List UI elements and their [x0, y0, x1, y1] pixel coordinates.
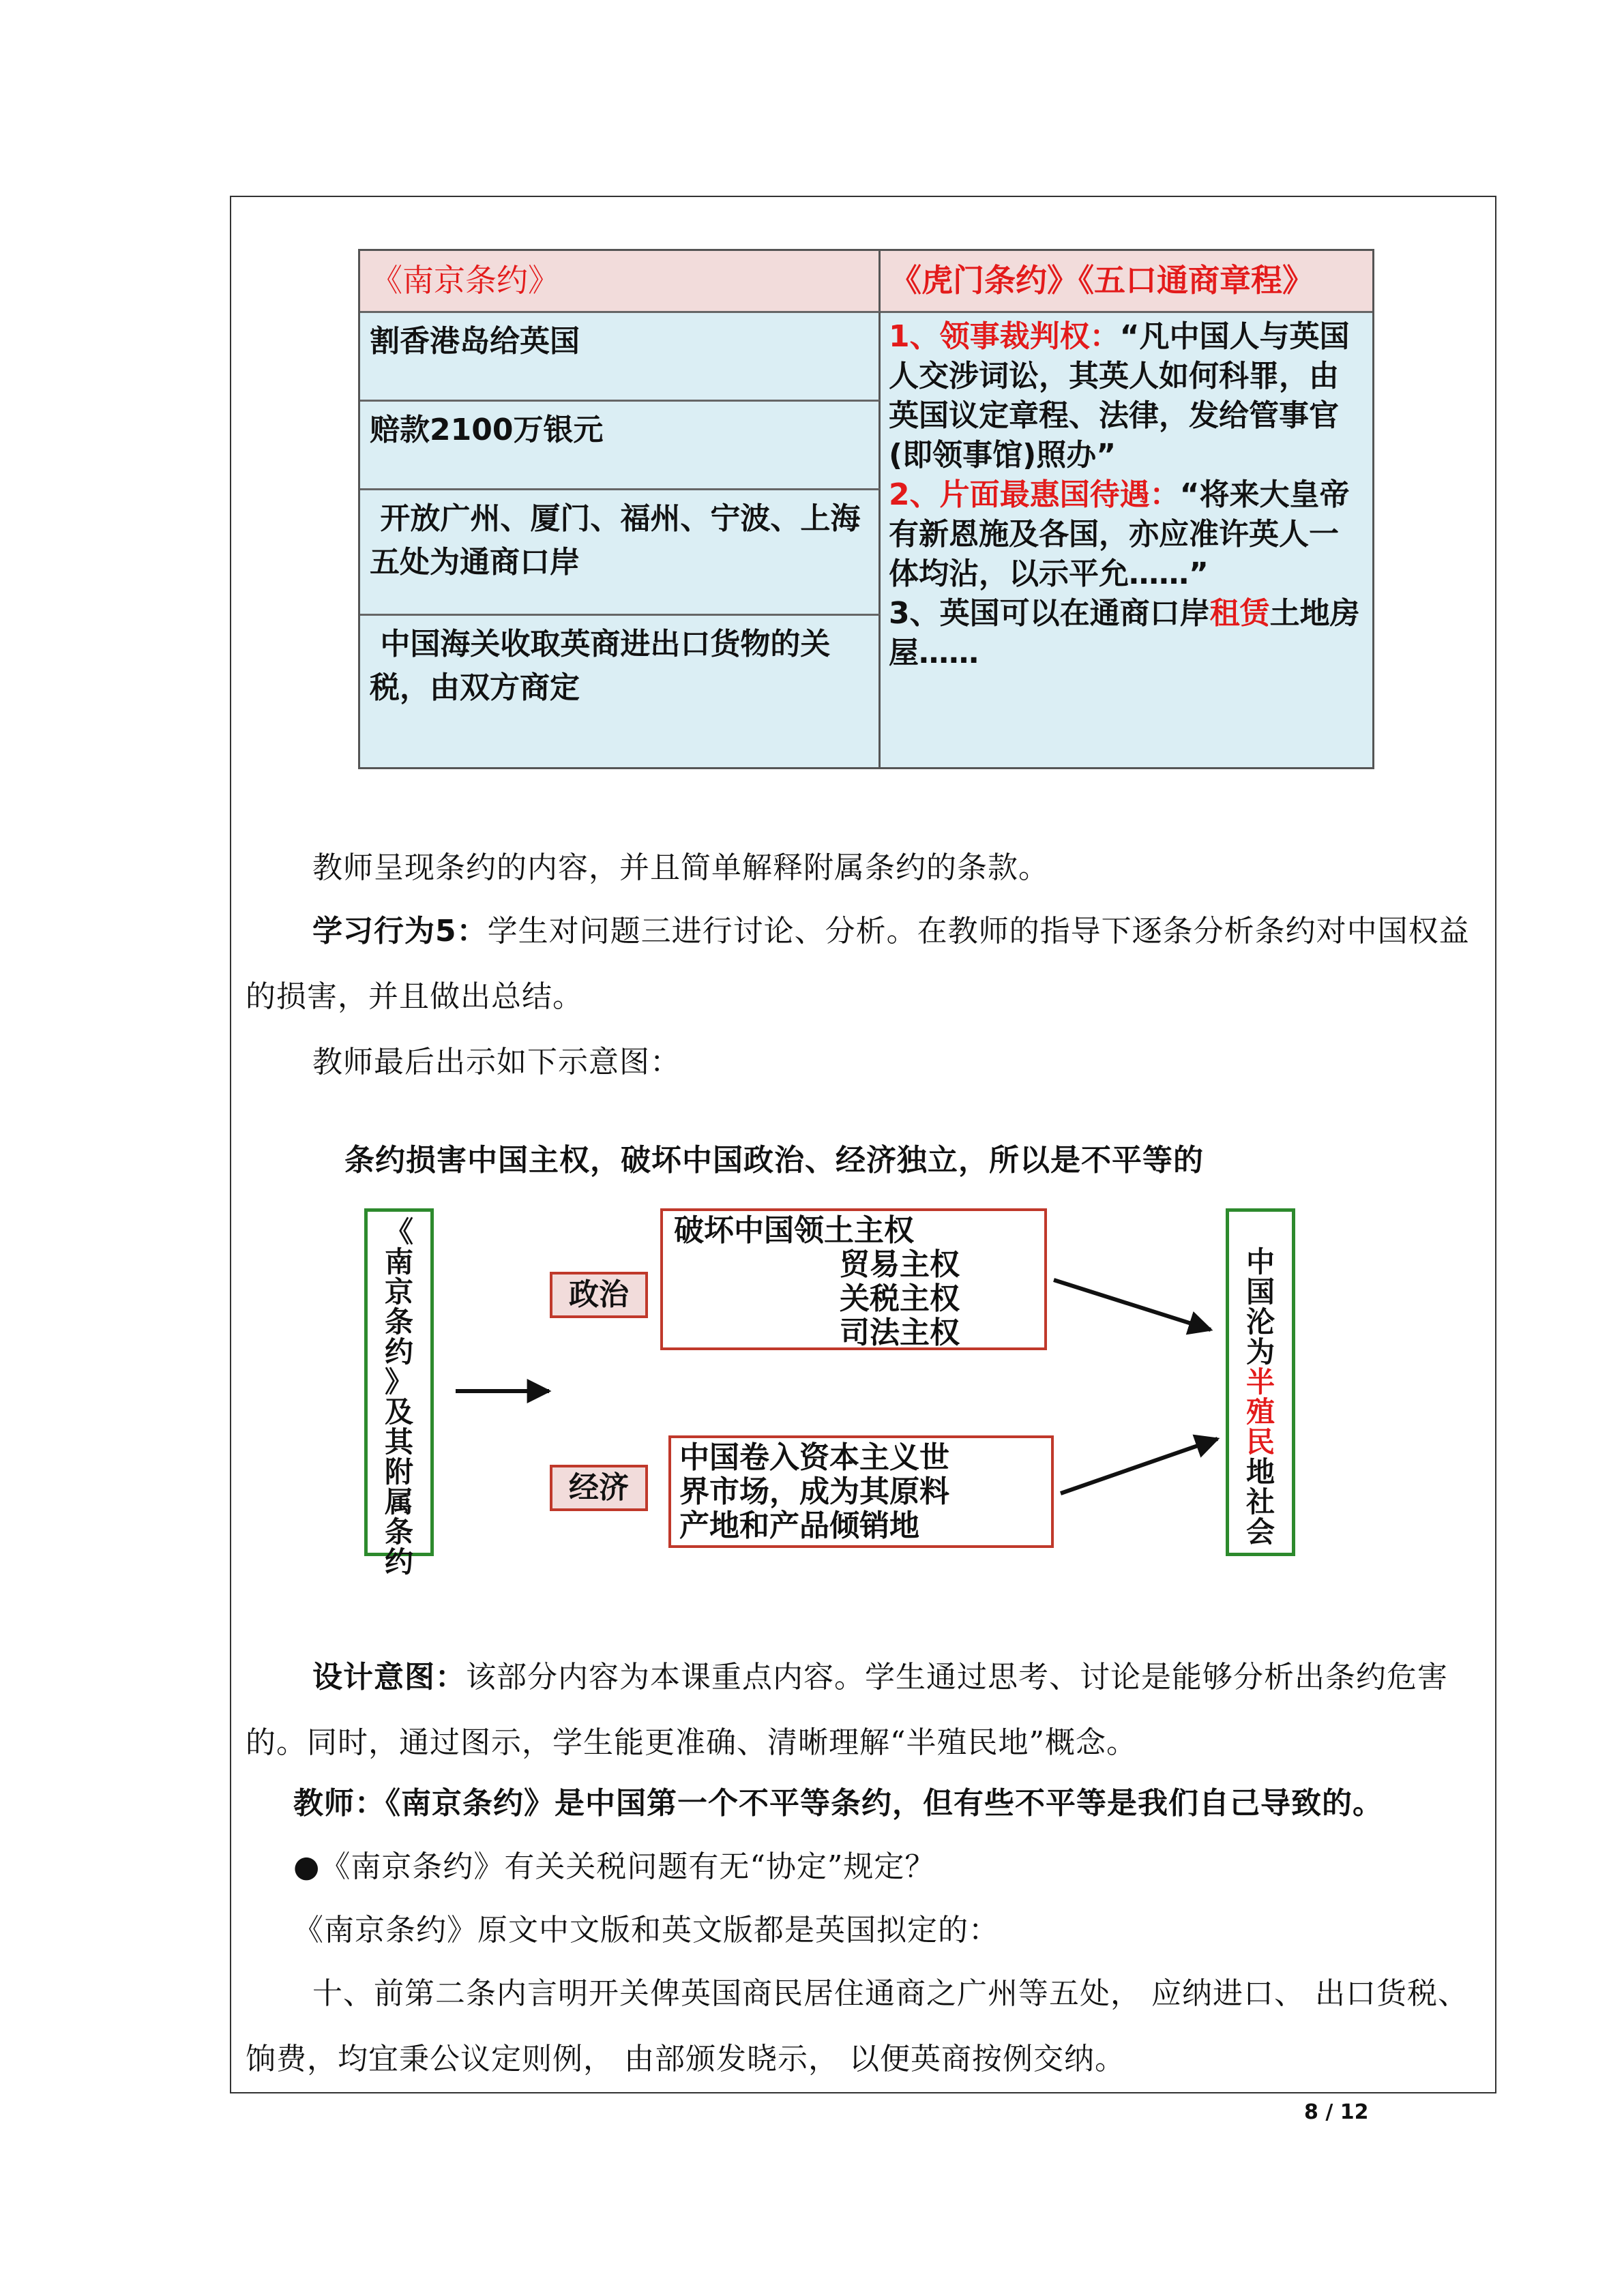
treaty-box-char: 条: [384, 1305, 413, 1339]
teacher-label: 教师：: [293, 1786, 385, 1821]
economy-line: 中国卷入资本主义世: [679, 1440, 949, 1475]
lease-text-pre: 3、英国可以在通商口岸: [889, 596, 1210, 631]
table-cell-row4: 中国海关收取英商进出口货物的关税，由双方商定: [360, 614, 881, 767]
treaty-box-char: 京: [384, 1275, 413, 1309]
result-char: 为: [1245, 1335, 1275, 1369]
table-header-humen: 《虎门条约》《五口通商章程》: [881, 251, 1372, 311]
economy-line: 产地和产品倾销地: [679, 1508, 919, 1543]
result-char: 地: [1245, 1455, 1275, 1489]
diagram-title: 条约损害中国主权，破坏中国政治、经济独立，所以是不平等的: [344, 1143, 1204, 1178]
treaty-box-char: 南: [384, 1245, 413, 1279]
treaty-box-char: 约: [384, 1545, 413, 1579]
treaty-box-char: 属: [384, 1485, 413, 1519]
mfn-text: “将来大皇帝有新恩施及各国，亦应准许英人一体均沾，以示平允……”: [889, 477, 1350, 591]
mfn-title: 2、片面最惠国待遇：: [889, 477, 1180, 512]
learning-behavior-label: 学习行为5：: [312, 914, 488, 949]
paragraph-show-diagram: 教师最后出示如下示意图：: [312, 1045, 681, 1079]
paragraph-teacher-statement: [246, 1771, 1480, 1836]
table-cell-row2: 赔款2100万银元: [360, 400, 881, 488]
table-cell-row3: 开放广州、厦门、福州、宁波、上海五处为通商口岸: [360, 488, 881, 614]
table-cell-row1: 割香港岛给英国: [360, 311, 881, 400]
result-char: 会: [1245, 1515, 1275, 1549]
treaty-box-char: 《: [384, 1215, 413, 1249]
paragraph-teacher-present: 教师呈现条约的内容，并且简单解释附属条约的条款。: [312, 850, 1049, 885]
politics-line: 关税主权: [840, 1281, 960, 1316]
treaty-box-char: 》: [384, 1365, 413, 1399]
result-char: 中: [1245, 1245, 1275, 1279]
consular-jurisdiction-title: 1、领事裁判权：: [889, 319, 1120, 354]
paragraph-design-intent: [246, 1645, 1480, 1776]
design-intent-label: 设计意图：: [312, 1660, 466, 1695]
result-char-highlight: 民: [1245, 1425, 1275, 1459]
design-intent-text: 该部分内容为本课重点内容。学生通过思考、讨论是能够分析出条约危害的。同时，通过图示，学生能更准确、清晰理解“半殖民地”概念。: [246, 1660, 1448, 1760]
learning-behavior-text: 学生对问题三进行讨论、分析。在教师的指导下逐条分析条约对中国权益的损害，并且做出总结。: [246, 914, 1470, 1014]
lease-text-red: 租赁: [1209, 596, 1270, 631]
result-char: 沦: [1245, 1305, 1275, 1339]
paragraph-article-ten: 十、前第二条内言明开关俾英国商民居住通商之广州等五处， 应纳进口、 出口货税、 饷费，均宜秉公议定则例， 由部颁发晓示， 以便英商按例交纳。: [246, 1976, 1468, 2076]
result-char-highlight: 殖: [1245, 1395, 1275, 1429]
politics-line: 司法主权: [840, 1315, 960, 1350]
economy-label: 经济: [550, 1465, 648, 1511]
arrow-politics-to-result: [1054, 1280, 1211, 1330]
lease-text-post: 土地房屋……: [889, 596, 1360, 670]
treaty-box-char: 附: [384, 1455, 413, 1489]
consular-jurisdiction-text: “凡中国人与英国人交涉词讼，其英人如何科罪，由英国议定章程、法律，发给管事官(即领事馆)照办”: [889, 319, 1350, 473]
economy-line: 界市场，成为其原料: [679, 1474, 949, 1509]
arrow-economy-to-result: [1061, 1439, 1217, 1493]
teacher-text: 《南京条约》是中国第一个不平等条约，但有些不平等是我们自己导致的。: [385, 1786, 1383, 1821]
table-header-nanjing: 《南京条约》: [360, 251, 881, 311]
paragraph-original-text: 《南京条约》原文中文版和英文版都是英国拟定的：: [293, 1913, 999, 1948]
treaty-box-char: 其: [384, 1425, 413, 1459]
politics-label: 政治: [550, 1272, 648, 1318]
politics-line: 贸易主权: [840, 1247, 960, 1282]
treaty-box-char: 及: [384, 1395, 413, 1429]
treaty-box-char: 条: [384, 1515, 413, 1549]
treaty-box-char: 约: [384, 1335, 413, 1369]
result-char: 国: [1245, 1275, 1275, 1309]
paragraph-tariff-question: ●《南京条约》有关关税问题有无“协定”规定？: [293, 1849, 936, 1884]
result-char-highlight: 半: [1245, 1365, 1275, 1399]
result-char: 社: [1245, 1485, 1275, 1519]
page-number: 8 / 12: [1304, 2100, 1369, 2124]
politics-line: 破坏中国领土主权: [674, 1213, 914, 1248]
